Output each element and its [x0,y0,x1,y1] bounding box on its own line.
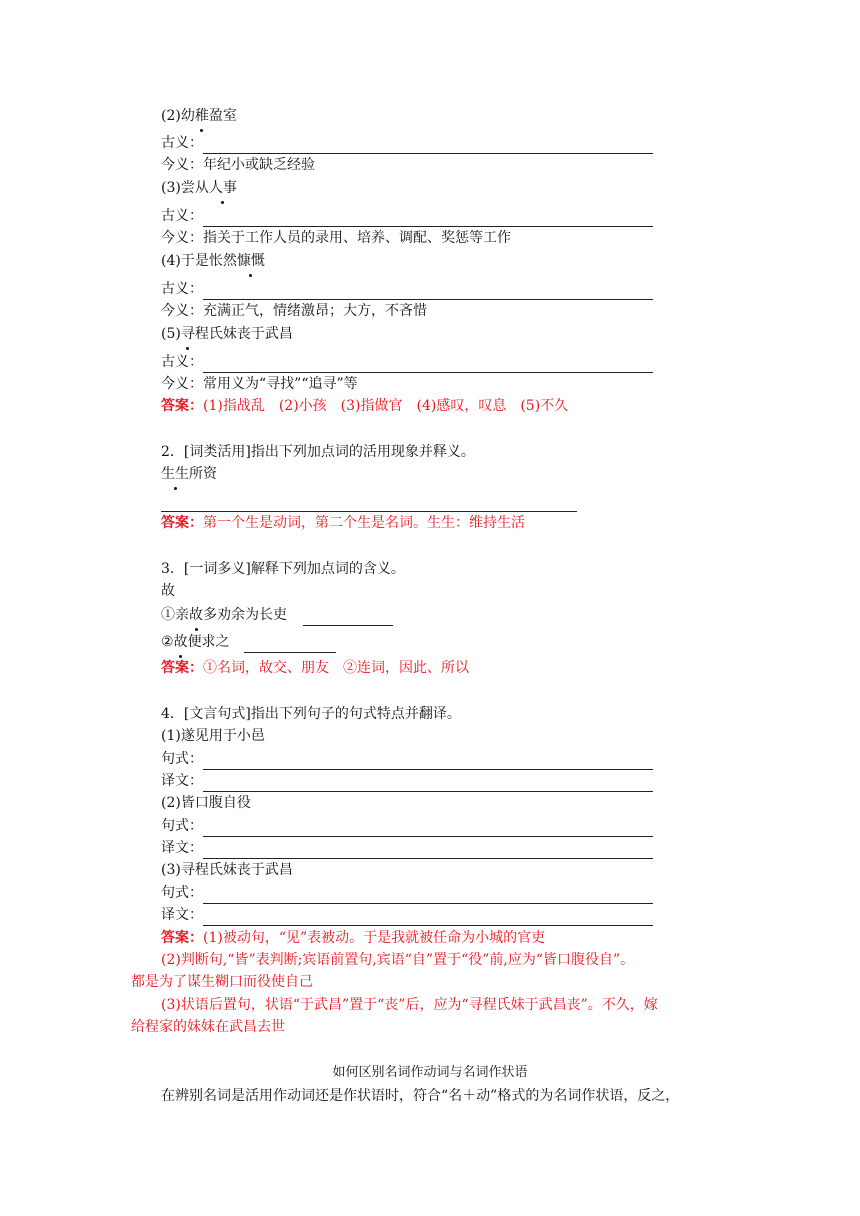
q4-sentence-3: (3)寻程氏妹丧于武昌 [161,862,293,878]
q4-sentence-2: (2)皆口腹自役 [161,795,251,811]
q4-answer-1: 答案：(1)被动句，“见”表被动。于是我就被任命为小城的官吏 [161,930,546,946]
answer-blank[interactable] [244,636,336,653]
dotted-word: 人事 [209,177,237,199]
q3-sentence-2: ②故便求之 [161,631,336,653]
q1-answer: 答案：(1)指战乱 (2)小孩 (3)指做官 (4)感叹，叹息 (5)不久 [161,398,569,414]
answer-blank[interactable] [161,495,577,512]
q1-item3-gu: 古义： [161,205,653,227]
dotted-word: 稚 [195,105,209,127]
q3-answer: 答案：①名词，故交、朋友 ②连词，因此、所以 [161,660,469,676]
q1-item4-gu: 古义： [161,278,653,300]
answer-blank[interactable] [203,775,653,792]
answer-blank[interactable] [203,210,653,227]
answer-blank[interactable] [203,753,653,770]
q1-item5-gu: 古义： [161,351,653,373]
q3-sentence-1: ①亲故多劝余为长吏 [161,604,393,626]
q1-item4-jin: 今义：充满正气，情绪激昂；大方，不吝惜 [161,303,427,319]
q4-s1-pattern: 句式： [161,748,653,770]
q1-item4-sentence: (4)于是怅然慷慨 [161,250,265,272]
answer-blank[interactable] [303,609,393,626]
q1-item2-sentence: (2)幼稚盈室 [161,105,237,127]
q1-item3-jin: 今义：指关于工作人员的录用、培养、调配、奖惩等工作 [161,230,511,246]
q4-answer-3b: 给程家的妹妹在武昌去世 [131,1019,285,1035]
q4-s1-translation: 译文： [161,770,653,792]
q4-answer-2a: (2)判断句,“皆”表判断;宾语前置句,宾语“自”置于“役”前,应为“皆口腹役自”。 [161,952,635,968]
q3-word: 故 [161,583,175,599]
q4-s2-pattern: 句式： [161,815,653,837]
dotted-word: 慷慨 [237,250,265,272]
q2-blank-line [161,490,577,512]
tip-body: 在辨别名词是活用作动词还是作状语时，符合“名＋动”格式的为名词作状语，反之， [161,1088,680,1104]
q4-s3-pattern: 句式： [161,882,653,904]
answer-blank[interactable] [203,137,653,154]
answer-blank[interactable] [203,820,653,837]
q1-item2-jin: 今义：年纪小或缺乏经验 [161,157,315,173]
q4-s2-translation: 译文： [161,837,653,859]
q4-answer-2b: 都是为了谋生糊口而役使自己 [131,974,313,990]
q4-sentence-1: (1)遂见用于小邑 [161,728,265,744]
q4-answer-3a: (3)状语后置句，状语“于武昌”置于“丧”后，应为“寻程氏妹于武昌丧”。不久，嫁 [161,997,658,1013]
q4-s3-translation: 译文： [161,904,653,926]
dotted-word: 故 [174,631,188,653]
q1-item2-gu: 古义： [161,132,653,154]
q3-heading: 3．[一词多义]解释下列加点词的含义。 [161,561,405,577]
q2-heading: 2．[词类活用]指出下列加点词的活用现象并释义。 [161,444,475,460]
q2-answer: 答案：第一个生是动词，第二个生是名词。生生：维持生活 [161,515,525,531]
answer-blank[interactable] [203,842,653,859]
q2-phrase: 生生所资 [161,463,217,485]
dotted-word: 故 [189,604,203,626]
answer-blank[interactable] [203,909,653,926]
q4-heading: 4．[文言句式]指出下列句子的句式特点并翻译。 [161,706,461,722]
answer-blank[interactable] [203,283,653,300]
answer-blank[interactable] [203,356,653,373]
q1-item5-sentence: (5)寻程氏妹丧于武昌 [161,323,293,345]
q1-item5-jin: 今义：常用义为“寻找”“追寻”等 [161,376,358,392]
tip-title: 如何区别名词作动词与名词作状语 [332,1065,528,1080]
dotted-word: 生生 [161,463,189,485]
dotted-word: 寻 [181,323,195,345]
answer-blank[interactable] [203,887,653,904]
q1-item3-sentence: (3)尝从人事 [161,177,237,199]
